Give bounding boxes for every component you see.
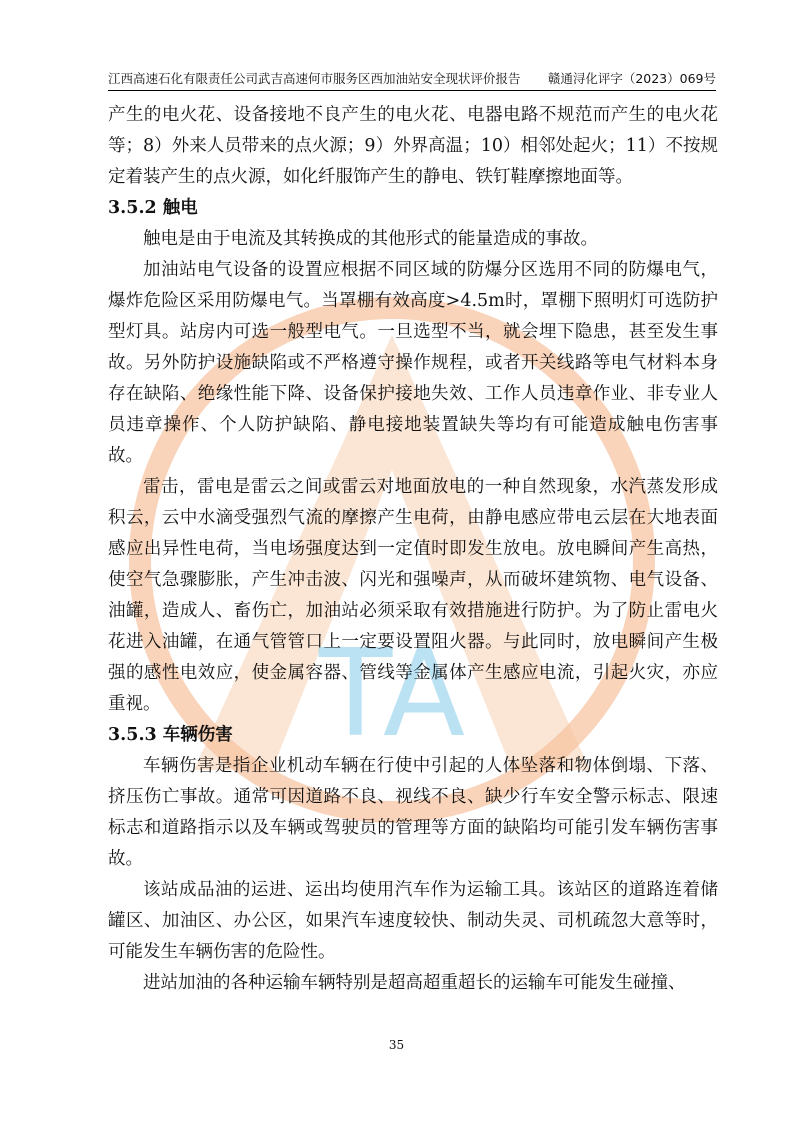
page-header bbox=[108, 68, 716, 91]
paragraph-station-transport: 该站成品油的运进、运出均使用汽车作为运输工具。该站区的道路连着储罐区、加油区、办公区，如果汽车速度较快、制动失灵、司机疏忽大意等时，可能发生车辆伤害的危险性。 bbox=[108, 880, 718, 962]
paragraph-shock-definition: 触电是由于电流及其转换成的其他形式的能量造成的事故。 bbox=[143, 229, 598, 249]
section-heading-electric-shock: 3.5.2 触电 bbox=[108, 198, 198, 218]
page-number: 35 bbox=[388, 1038, 405, 1052]
watermark-letters: TA bbox=[318, 625, 466, 764]
document-body bbox=[108, 100, 718, 999]
paragraph-electrical-equipment: 加油站电气设备的设置应根据不同区域的防爆分区选用不同的防爆电气，爆炸危险区采用防爆电气。当罩棚有效高度>4.5m时，罩棚下照明灯可选防护型灯具。站房内可选一般型电气。一旦选型不当，就会埋下隐患，甚至发生事故。另外防护设施缺陷或不严格遵守操作规程，或者开关线路等电气材料本身存在缺陷、绝缘性能下降、设备保护接地失效、工作人员违章作业、非专业人员违章操作、个人防护缺陷、静电接地装置缺失等均有可能造成触电伤害事故。 bbox=[108, 260, 718, 466]
header-report-title: 江西高速石化有限责任公司武吉高速何市服务区西加油站安全现状评价报告 bbox=[108, 71, 521, 86]
header-report-number: 赣通浔化评字（2023）069号 bbox=[547, 71, 716, 86]
paragraph-vehicle-definition: 车辆伤害是指企业机动车辆在行使中引起的人体坠落和物体倒塌、下落、挤压伤亡事故。通常可因道路不良、视线不良、缺少行车安全警示标志、限速标志和道路指示以及车辆或驾驶员的管理等方面的缺陷均可能引发车辆伤害事故。 bbox=[108, 756, 718, 869]
paragraph-lightning: 雷击，雷电是雷云之间或雷云对地面放电的一种自然现象，水汽蒸发形成积云，云中水滴受强烈气流的摩擦产生电荷，由静电感应带电云层在大地表面感应出异性电荷，当电场强度达到一定值时即发生放电。放电瞬间产生高热，使空气急骤膨胀，产生冲击波、闪光和强噪声，从而破坏建筑物、电气设备、油罐，造成人、畜伤亡，加油站必须采取有效措施进行防护。为了防止雷电火花进入油罐，在通气管管口上一定要设置阻火器。与此同时，放电瞬间产生极强的感性电效应，使金属容器、管线等金属体产生感应电流，引起火灾，亦应重视。 bbox=[108, 477, 718, 714]
paragraph-vehicle-collision: 进站加油的各种运输车辆特别是超高超重超长的运输车可能发生碰撞、 bbox=[143, 973, 686, 993]
paragraph-continued: 产生的电火花、设备接地不良产生的电火花、电器电路不规范而产生的电火花等；8）外来人员带来的点火源；9）外界高温；10）相邻处起火；11）不按规定着装产生的点火源，如化纤服饰产生的静电、铁钉鞋摩擦地面等。 bbox=[108, 105, 718, 187]
section-heading-vehicle-injury: 3.5.3 车辆伤害 bbox=[108, 725, 233, 745]
